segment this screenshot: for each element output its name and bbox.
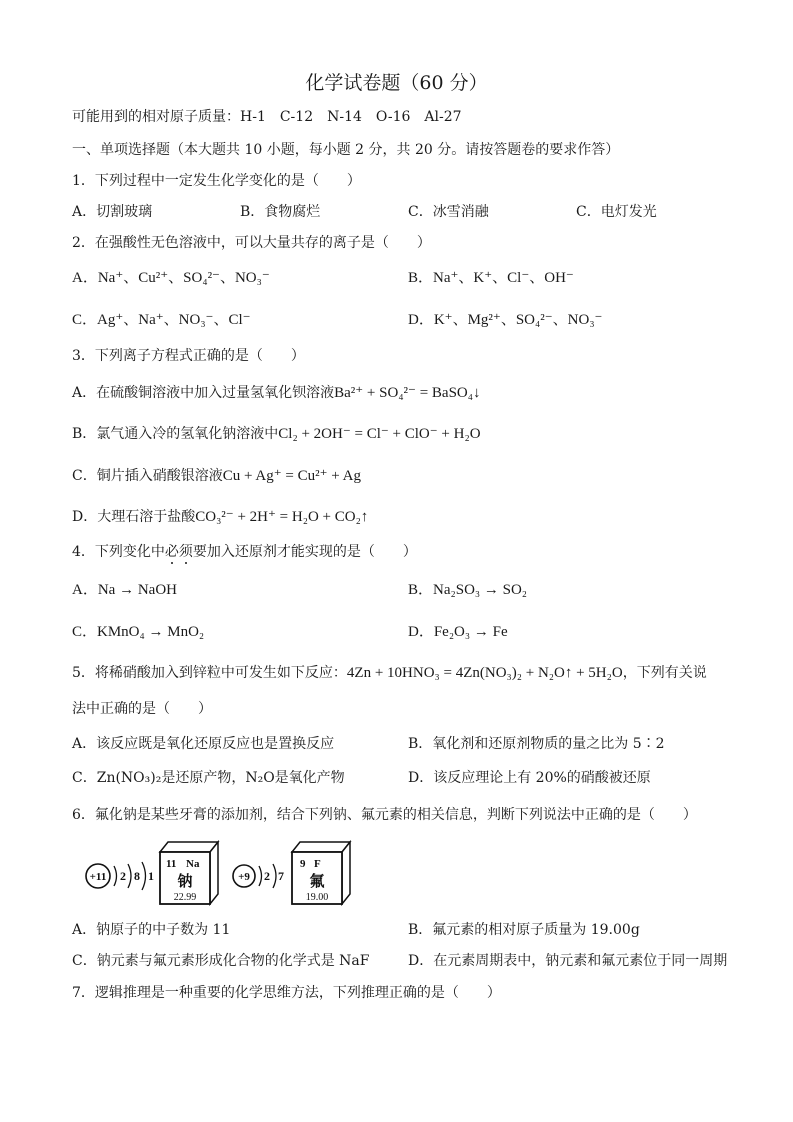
fluorine-shell-2-count: 7	[278, 869, 284, 883]
fluorine-nucleus-charge: +9	[238, 871, 250, 883]
q2-option-d: D．K⁺、Mg²⁺、SO₄²⁻、NO₃⁻	[408, 312, 603, 328]
sodium-nucleus-charge: +11	[89, 871, 107, 883]
fluorine-atomic-mass: 19.00	[305, 892, 329, 903]
q4-option-d: D．Fe₂O₃ → Fe	[408, 624, 508, 640]
q5-stem-end: ，下列有关说	[622, 665, 707, 681]
fluorine-box-top	[292, 842, 350, 852]
q2-option-b: B．Na⁺、K⁺、Cl⁻、OH⁻	[408, 270, 574, 286]
q3-option-c-text: C．铜片插入硝酸银溶液	[72, 468, 223, 484]
q3-option-d-equation: CO₃²⁻ + 2H⁺ = H₂O + CO₂↑	[195, 509, 369, 525]
q3-option-b-text: B．氯气通入冷的氢氧化钠溶液中	[72, 426, 279, 442]
q4-emphasis-char-1: 必	[164, 544, 179, 560]
question-7-stem: 7．逻辑推理是一种重要的化学思维方法，下列推理正确的是（ ）	[72, 985, 501, 1001]
sodium-symbol: Na	[186, 858, 200, 870]
q4-option-c: C．KMnO₄ → MnO₂	[72, 624, 205, 640]
question-5-stem-line-2: 法中正确的是（ ）	[72, 701, 212, 717]
q6-option-d: D．在元素周期表中，钠元素和氟元素位于同一周期	[408, 953, 728, 969]
q3-option-d-text: D．大理石溶于盐酸	[72, 509, 196, 525]
q4-stem-end: 要加入还原剂才能实现的是（ ）	[192, 544, 417, 560]
question-4-stem	[72, 542, 417, 562]
q5-stem-start: 5．将稀硝酸加入到锌粒中可发生如下反应：	[72, 665, 347, 681]
question-5-stem	[72, 663, 707, 683]
sodium-chinese-name: 钠	[177, 874, 193, 890]
fluorine-element-box	[292, 842, 350, 904]
fluorine-symbol: F	[314, 858, 321, 870]
sodium-shell-2-count: 8	[134, 869, 140, 883]
fluorine-box-side	[342, 842, 350, 904]
sodium-shell-3-count: 1	[148, 869, 154, 883]
page-title: 化学试卷题（60 分）	[305, 72, 488, 94]
q3-option-a	[72, 383, 481, 403]
q1-option-a: A．切割玻璃	[72, 204, 153, 220]
sodium-shell-arc-1	[114, 866, 117, 886]
sodium-shell-1-count: 2	[120, 869, 126, 883]
q1-option-d: C．电灯发光	[576, 204, 657, 220]
sodium-box-side	[210, 842, 218, 904]
q5-option-a: A．该反应既是氧化还原反应也是置换反应	[72, 736, 335, 752]
sodium-shell-arc-2	[128, 864, 131, 888]
q6-option-c: C．钠元素与氟元素形成化合物的化学式是 NaF	[72, 953, 370, 969]
fluorine-shell-arc-1	[259, 866, 262, 886]
fluorine-shell-1-count: 2	[264, 869, 270, 883]
sodium-element-box	[160, 842, 218, 904]
q3-option-c-equation: Cu + Ag⁺ = Cu²⁺ + Ag	[222, 468, 361, 484]
q4-emphasis-char-2: 须	[178, 544, 193, 560]
q3-option-a-text: A．在硫酸铜溶液中加入过量氢氧化钡溶液	[72, 385, 335, 401]
section-heading: 一、单项选择题（本大题共 10 小题，每小题 2 分，共 20 分。请按答题卷的要求作答）	[72, 142, 620, 158]
q3-option-a-equation: Ba²⁺ + SO₄²⁻ = BaSO₄↓	[334, 385, 481, 401]
question-3-stem: 3．下列离子方程式正确的是（ ）	[72, 348, 305, 364]
question-6-stem: 6．氟化钠是某些牙膏的添加剂，结合下列钠、氟元素的相关信息，判断下列说法中正确的是（ ）	[72, 807, 697, 823]
q6-option-b: B．氟元素的相对原子质量为 19.00g	[408, 922, 640, 938]
q4-option-a: A．Na → NaOH	[72, 582, 177, 598]
question-2-stem: 2．在强酸性无色溶液中，可以大量共存的离子是（ ）	[72, 235, 431, 251]
q4-option-b: B．Na₂SO₃ → SO₂	[408, 582, 528, 598]
q6-option-a: A．钠原子的中子数为 11	[72, 922, 231, 938]
q5-option-d: D．该反应理论上有 20%的硝酸被还原	[408, 770, 651, 786]
q4-stem-start: 4．下列变化中	[72, 544, 165, 560]
q5-option-c: C．Zn(NO₃)₂是还原产物，N₂O是氧化产物	[72, 770, 345, 786]
q1-option-b: B．食物腐烂	[240, 204, 321, 220]
sodium-atomic-mass: 22.99	[173, 892, 197, 903]
fluorine-chinese-name: 氟	[309, 874, 325, 890]
q3-option-c	[72, 466, 361, 486]
sodium-atomic-number: 11	[166, 858, 177, 870]
sodium-shell-arc-3	[142, 862, 146, 890]
q3-option-b	[72, 424, 481, 444]
q2-option-a: A．Na⁺、Cu²⁺、SO₄²⁻、NO₃⁻	[72, 270, 270, 286]
q1-option-c: C．冰雪消融	[408, 204, 489, 220]
sodium-box-top	[160, 842, 218, 852]
element-info-figure	[80, 836, 370, 906]
q2-option-c: C．Ag⁺、Na⁺、NO₃⁻、Cl⁻	[72, 312, 251, 328]
fluorine-atomic-number: 9	[300, 858, 306, 870]
q3-option-d	[72, 507, 368, 527]
q5-option-b: B．氧化剂和还原剂物质的量之比为 5∶2	[408, 736, 665, 752]
question-1-stem: 1．下列过程中一定发生化学变化的是（ ）	[72, 173, 361, 189]
fluorine-shell-arc-2	[273, 864, 276, 888]
q5-reaction-equation: 4Zn + 10HNO₃ = 4Zn(NO₃)₂ + N₂O↑ + 5H₂O	[346, 665, 623, 681]
q3-option-b-equation: Cl₂ + 2OH⁻ = Cl⁻ + ClO⁻ + H₂O	[278, 426, 481, 442]
sodium-atom-diagram	[86, 862, 154, 890]
atomic-masses-line: 可能用到的相对原子质量：H-1 C-12 N-14 O-16 Al-27	[72, 109, 462, 125]
fluorine-atom-diagram	[233, 864, 284, 888]
